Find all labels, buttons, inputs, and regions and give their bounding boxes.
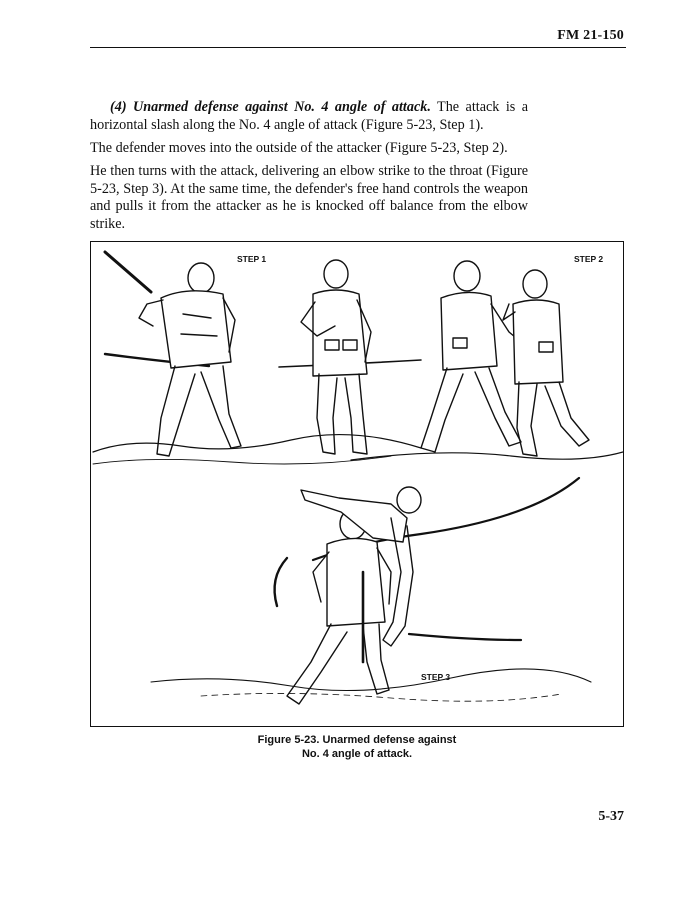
paragraph-heading: (4) Unarmed defense against No. 4 angle of attack. bbox=[110, 99, 431, 115]
step2-label: STEP 2 bbox=[574, 254, 604, 264]
figure-caption bbox=[90, 733, 624, 761]
ground-line-3 bbox=[351, 452, 623, 460]
defender-figure-step1 bbox=[301, 260, 371, 454]
caption-line-1: Figure 5-23. Unarmed defense against bbox=[257, 734, 457, 746]
stick-weapon bbox=[105, 252, 151, 292]
attacker-figure-step2 bbox=[421, 261, 521, 452]
page-number: 5-37 bbox=[598, 809, 624, 824]
step1-label: STEP 1 bbox=[237, 254, 267, 264]
paragraph-4 bbox=[90, 99, 528, 134]
ground-line-1 bbox=[93, 435, 421, 452]
step3-label: STEP 3 bbox=[421, 672, 451, 682]
header-rule bbox=[90, 47, 626, 48]
paragraph-step2-text: The defender moves into the outside of the attacker (Figure 5-23, Step 2). bbox=[90, 140, 508, 156]
caption-line-2: No. 4 angle of attack. bbox=[301, 748, 413, 760]
step3-arc-left bbox=[275, 558, 287, 606]
document-code: FM 21-150 bbox=[557, 28, 624, 43]
figure-5-23 bbox=[90, 241, 624, 727]
defender-figure-step2 bbox=[503, 270, 589, 456]
step3-arc-right bbox=[409, 634, 521, 640]
ground-line-5 bbox=[201, 693, 561, 701]
paragraph-step3-text: He then turns with the attack, delivering an elbow strike to the throat (Figure 5-23, Step 3). At the same time, the defender's free hand controls the weapon and pulls it from the attacker as he is knocked off balance from the elbow strike. bbox=[90, 163, 528, 232]
paragraph-body: The attack is a horizontal slash along the No. 4 angle of attack (Figure 5-23, Step 1). bbox=[90, 99, 528, 133]
ground-line-2 bbox=[93, 456, 391, 464]
figure-illustration bbox=[91, 242, 624, 727]
ground-line-4 bbox=[151, 669, 591, 691]
